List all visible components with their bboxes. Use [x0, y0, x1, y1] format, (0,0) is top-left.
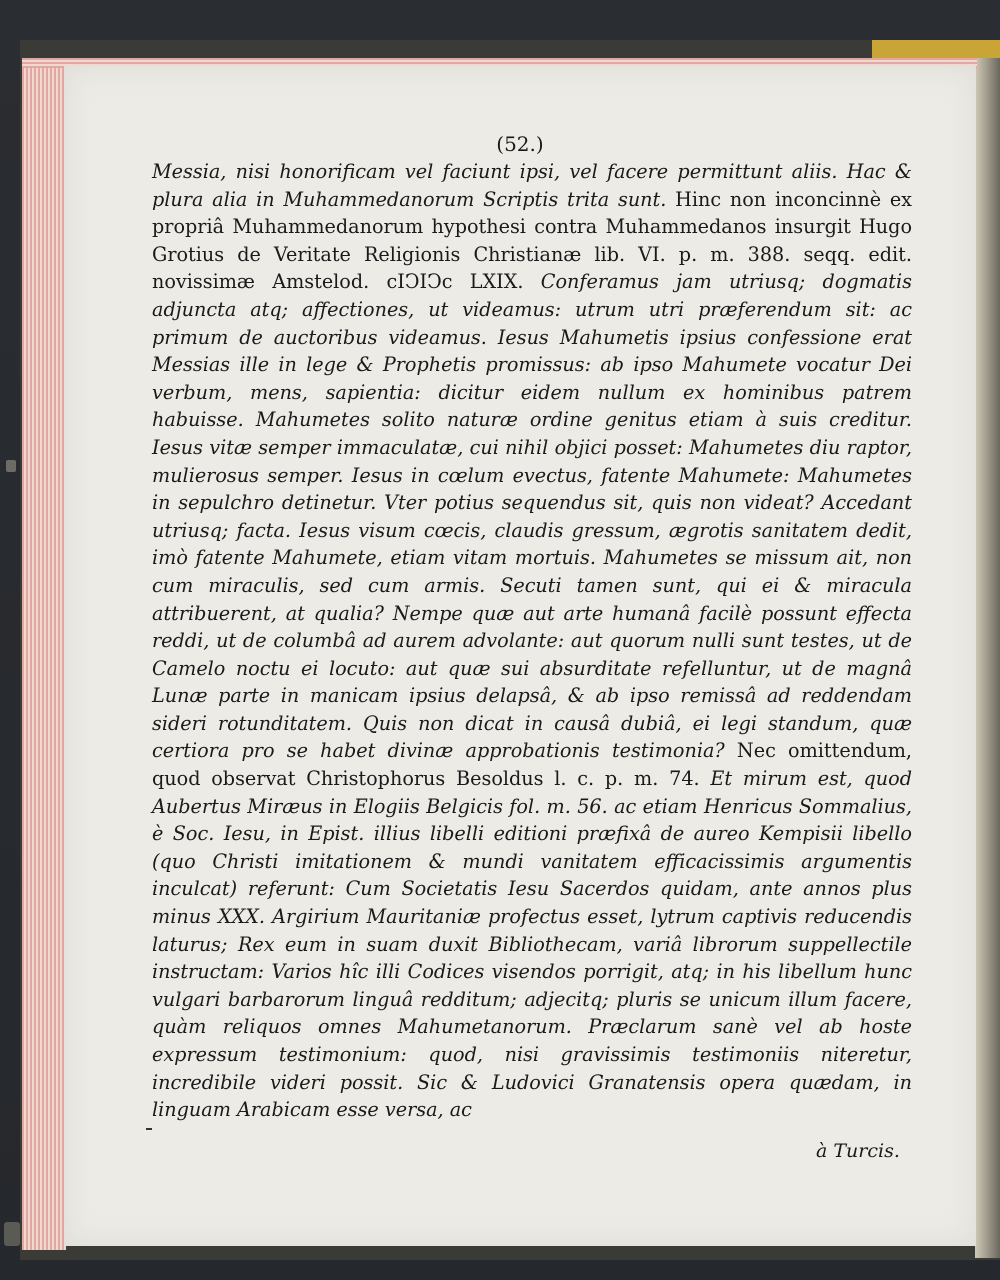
margin-mark [146, 1128, 152, 1130]
page-number: (52.) [496, 132, 544, 156]
text-italic: Conferamus jam utriusq; dogmatis adjuncta atq; affectiones, ut videamus: utrum utri præferendum sit: ac primum de auctoribus videamus. Iesus Mahumetis ipsius confessione erat Messias ille in lege & Prophetis promissus: ab ipso Mahumete vocatur Dei verbum, mens, sapientia: dicitur eidem nullum ex hominibus patrem habuisse. Mahumetes solito naturæ ordine genitus etiam à suis creditur. Iesus vitæ semper immaculatæ, cui nihil objici posset: Mahumetes diu raptor, mulierosus semper. Iesus in cœlum evectus, fatente Mahumete: Mahumetes in sepulchro detinetur. Vter potius sequendus sit, quis non videat? Accedant utriusq; facta. Iesus visum cœcis, claudis gressum, ægrotis sanitatem dedit, imò fatente Mahumete, etiam vitam mortuis. Mahumetes se missum ait, non cum miraculis, sed cum armis. Secuti tamen sunt, qui ei & miracula attribuerent, at qualia? Nempe quæ aut arte humanâ facilè possunt effecta reddi, ut de columbâ ad aurem advolante: aut quorum nulli sunt testes, ut de Camelo noctu ei locuto: aut quæ sui absurditate refelluntur, ut de magnâ Lunæ parte in manicam ipsius delapsâ, & ab ipso remissâ ad reddendam sideri rotunditatem. Quis non dicat in causâ dubiâ, ei legi standum, quæ certiora pro se habet divinæ approbationis testimonia? [152, 270, 912, 763]
catch-word: à Turcis. [816, 1140, 900, 1162]
page-stack-edges [22, 60, 66, 1250]
text-roman: Hinc non inconcinnè ex propriâ Muhammedanorum hypothesi contra Muhammedanos insurgit Hugo Grotius de Veritate Religionis Christianæ lib. VI. p. m. 388. seqq. edit. novissimæ Amstelod. cIↃIↃc LXIX. [152, 187, 913, 294]
clip-mark [4, 1222, 20, 1246]
clip-mark [6, 460, 16, 472]
text-italic: Messia, nisi honorificam vel faciunt ipsi, vel facere permittunt aliis. Hac & plura alia in Muhammedanorum Scriptis trita sunt. [152, 160, 912, 211]
cover-gilt-edge [872, 40, 1000, 58]
text-roman: Nec omittendum, quod observat Christophorus Besoldus l. c. p. m. 74. [152, 739, 912, 791]
page-fore-edge [975, 58, 1000, 1258]
text-italic: Et mirum est, quod Aubertus Miræus in Elogiis Belgicis fol. m. 56. ac etiam Henricus Sommalius, è Soc. Iesu, in Epist. illius libelli editioni præfixâ de aureo Kempisii libello (quo Christi imitationem & mundi vanitatem efficacissimis argumentis inculcat) referunt: Cum Societatis Iesu Sacerdos quidam, ante annos plus minus XXX. Argirium Mauritaniæ profectus esset, lytrum captivis reducendis laturus; Rex eum in suam duxit Bibliothecam, variâ librorum suppellectile instructam: Varios hîc illi Codices visendos porrigit, atq; in his libellum hunc vulgari barbarorum linguâ redditum; adjecitq; pluris se unicum illum facere, quàm reliquos omnes Mahumetanorum. Præclarum sanè vel ab hoste expressum testimonium: quod, nisi gravissimis testimoniis niteretur, incredibile videri possit. Sic & Ludovici Granatensis opera quædam, in linguam Arabicam esse versa, ac [152, 767, 913, 1122]
main-paragraph [152, 158, 912, 1124]
